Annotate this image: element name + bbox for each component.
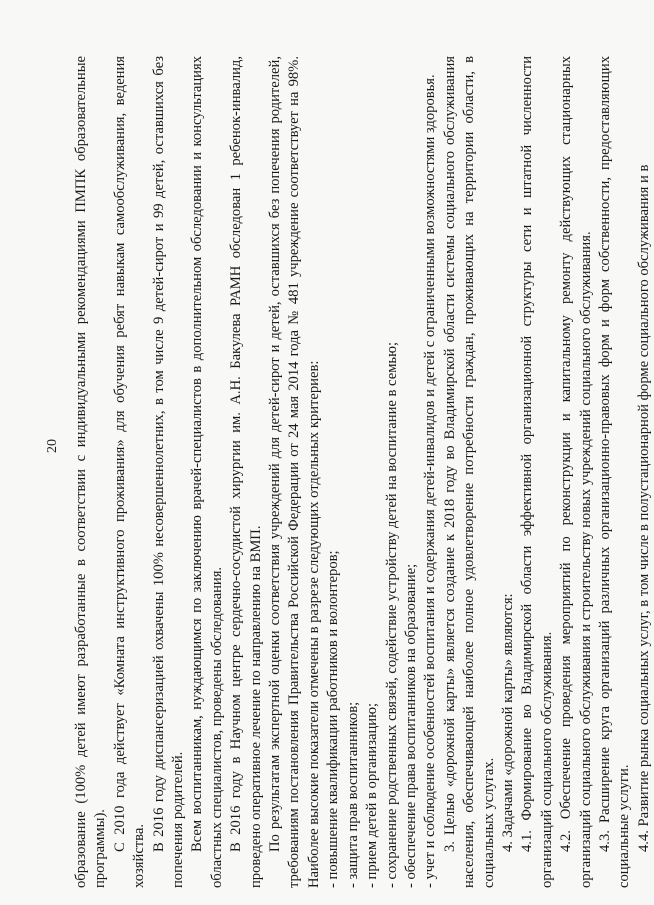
paragraph-bakulev-center: В 2016 году в Научном центре сердечно-сосудистой хирургии им. А.Н. Бакулева РАМН обследован 1 ребенок-инвалид, проведено оперативное лечение по направлению на ВМП.	[228, 56, 264, 888]
list-item: - обеспечение права воспитанников на образование;	[402, 563, 419, 888]
paragraph-continuation: образование (100% детей имеют разработанные в соответствии с индивидуальными рекомендациями ПМПК образовательные программы).	[73, 56, 109, 888]
paragraph-task-4-1: 4.1. Формирование во Владимирской области эффективной организационной структуры сети и штатной численности организаций социального обслуживания.	[519, 56, 555, 888]
list-item: - защита прав воспитанников;	[344, 701, 361, 888]
list-item: - учет и соблюдение особенностей воспитания и содержания детей-инвалидов и детей с ограниченными возможностями здоровья.	[422, 74, 439, 888]
paragraph-tasks-heading: 4. Задачами «дорожной карты» являются:	[499, 593, 516, 852]
paragraph-dispanserizatsiya: В 2016 году диспансеризацией охвачены 100% несовершеннолетних, в том числе 9 детей-сирот и 99 детей, оставшихся без попечения родителей.	[150, 56, 187, 888]
paragraph-task-4-3: 4.3. Расширение круга организаций различных организационно-правовых форм и форм собственности, предоставляющих социальные услуги.	[596, 56, 633, 888]
paragraph-obsledovaniya: Всем воспитанникам, нуждающимся по заключению врачей-специалистов в дополнительном обследовании и консультациях областных специалистов, проведены обследования.	[189, 56, 225, 888]
list-item: - повышение квалификации работников и волонтеров;	[325, 550, 342, 888]
paragraph-goal: 3. Целью «дорожной карты» является создание к 2018 году во Владимирской области системы социального обслуживания населения, обеспечивающей наиболее полное удовлетворение потребности граждан, проживающих на территории области, в социальных услугах.	[441, 56, 497, 888]
paragraph-task-4-2: 4.2. Обеспечение проведения мероприятий по реконструкции и капитальному ремонту действующих стационарных организаций социального обслуживания и строительству новых учреждений социального обслуживания.	[558, 56, 594, 888]
paragraph-expert-assessment: По результатам экспертной оценки соответствия учреждений для детей-сирот и детей, оставшихся без попечения родителей, требованиям постановления Правительства Российской Федерации от 24 мая 2014 года № 481 учреждение соответствует на 98%. Наиболее высокие показатели отмечены в разрезе следующих отдельных критериев:	[267, 56, 322, 888]
paragraph-task-4-4: 4.4. Развитие рынка социальных услуг, в том числе в полустационарной форме социального обслуживания и в	[635, 164, 652, 852]
list-item: - прием детей в организацию;	[364, 702, 381, 888]
paragraph-komnata: С 2010 года действует «Комната инструктивного проживания» для обучения ребят навыкам самообслуживания, ведения хозяйства.	[111, 56, 148, 888]
rotated-text-frame	[72, 56, 652, 888]
list-item: - сохранение родственных связей, содействие устройству детей на воспитание в семью;	[383, 341, 400, 888]
page-number: 20	[45, 439, 60, 453]
document-body	[72, 56, 652, 888]
